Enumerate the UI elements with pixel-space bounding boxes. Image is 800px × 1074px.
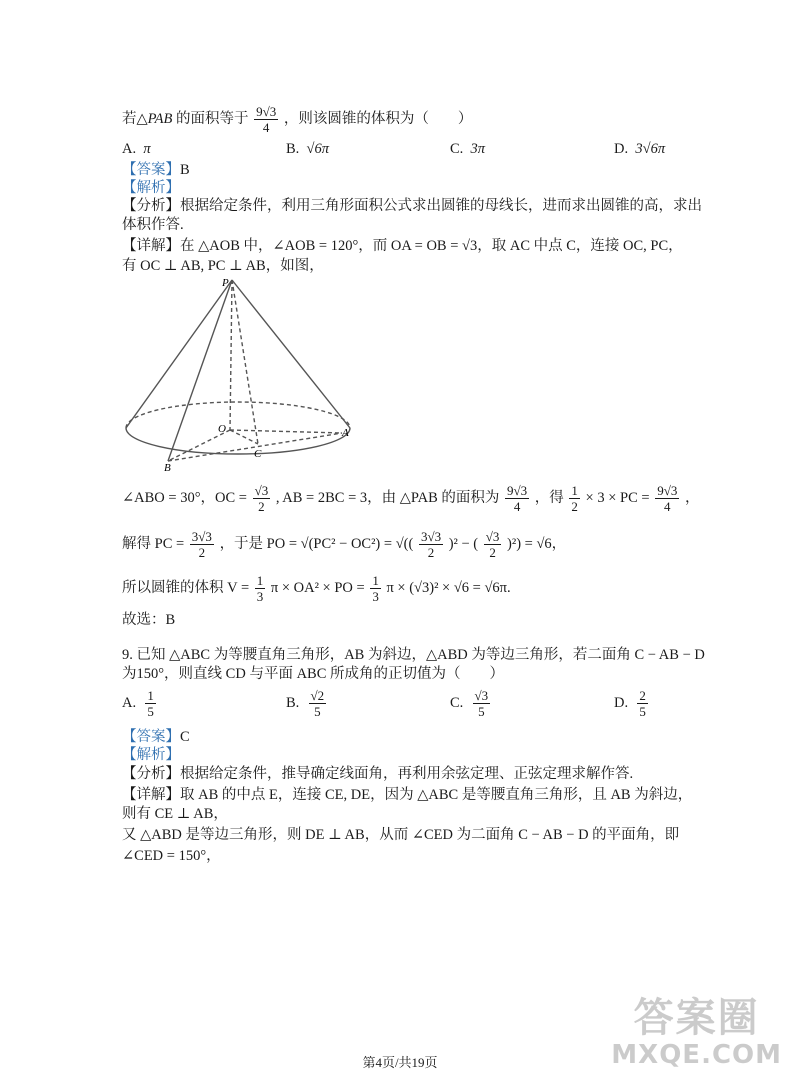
q8-calc-line3 bbox=[122, 568, 511, 608]
option-label: D. bbox=[614, 141, 629, 157]
q9-option-c[interactable] bbox=[450, 688, 492, 719]
watermark-bottom: MXQE.COM bbox=[611, 1040, 782, 1070]
calc-text: ∠ABO = 30°，OC = bbox=[122, 490, 251, 506]
option-text: π bbox=[143, 141, 151, 157]
fraction bbox=[253, 483, 271, 514]
q9-xiangjie-3: 又 △ABD 是等边三角形，则 DE ⊥ AB，从而 ∠CED 为二面角 C − AB − D 的平面角，即 bbox=[122, 827, 680, 843]
calc-text: ，于是 PO = √(PC² − OC²) = √(( bbox=[219, 536, 414, 552]
calc-text: π × (√3)² × √6 = √6π. bbox=[386, 580, 511, 596]
fenxi-tag: 【分析】 bbox=[122, 766, 180, 782]
q8-fenxi bbox=[122, 196, 702, 216]
fenxi-text: 根据给定条件，推导确定线面角，再利用余弦定理、正弦定理求解作答. bbox=[180, 766, 634, 782]
cone-base-back-arc bbox=[126, 402, 350, 428]
q8-xiangjie bbox=[122, 236, 683, 256]
edge-pc bbox=[232, 280, 258, 444]
option-fraction bbox=[145, 688, 156, 719]
label-a: A bbox=[342, 427, 349, 439]
option-label: A. bbox=[122, 694, 137, 711]
fraction-denominator: 2 bbox=[427, 545, 435, 561]
fraction-denominator: 5 bbox=[478, 704, 485, 719]
q9-xiangjie bbox=[122, 785, 692, 805]
q8-calc-line2 bbox=[122, 524, 566, 564]
label-b: B bbox=[164, 462, 171, 472]
fraction-denominator: 4 bbox=[513, 499, 521, 515]
option-label: D. bbox=[614, 694, 629, 711]
xiangjie-text: 在 △AOB 中，∠AOB = 120°，而 OA = OB = √3，取 AC 中点 C，连接 OC, PC， bbox=[180, 238, 683, 254]
calc-text: ， bbox=[684, 490, 700, 506]
q9-option-b[interactable] bbox=[286, 688, 328, 719]
q8-fenxi-2: 体积作答. bbox=[122, 217, 184, 233]
q8-stem-mid: 的面积等于 bbox=[172, 110, 249, 127]
label-p: P bbox=[222, 277, 229, 289]
q8-option-b[interactable] bbox=[286, 141, 329, 158]
fraction-denominator: 2 bbox=[489, 545, 496, 561]
fraction-numerator: 9√3 bbox=[507, 483, 528, 499]
fraction bbox=[190, 529, 214, 560]
fraction-denominator: 2 bbox=[198, 545, 206, 561]
fraction bbox=[370, 573, 381, 604]
q9-stem-line2: 为150°，则直线 CD 与平面 ABC 所成角的正切值为（ ） bbox=[122, 666, 505, 682]
label-c: C bbox=[254, 448, 262, 460]
fraction-denominator: 5 bbox=[639, 704, 646, 719]
xiangjie-tag: 【详解】 bbox=[122, 238, 180, 254]
q9-fenxi bbox=[122, 764, 633, 784]
fraction-denominator: 4 bbox=[262, 120, 270, 135]
q8-stem-pre: 若 bbox=[122, 110, 137, 127]
calc-text: )²) = √6， bbox=[507, 536, 567, 552]
option-text: 3π bbox=[470, 141, 486, 157]
calc-text: π × OA² × PO = bbox=[270, 580, 365, 596]
fraction bbox=[419, 529, 443, 560]
fraction-numerator: 9√3 bbox=[657, 483, 678, 499]
q8-option-c[interactable] bbox=[450, 141, 485, 158]
fraction-numerator: 9√3 bbox=[256, 104, 277, 119]
option-label: C. bbox=[450, 141, 464, 157]
calc-text: , AB = 2BC = 3，由 △PAB 的面积为 bbox=[275, 490, 500, 506]
fraction-numerator: 1 bbox=[372, 573, 379, 589]
fraction bbox=[484, 529, 502, 560]
calc-text: ，得 bbox=[534, 490, 564, 506]
q8-stem-post: ，则该圆锥的体积为（ ） bbox=[283, 110, 473, 127]
fraction-denominator: 5 bbox=[314, 704, 321, 719]
q8-stem bbox=[122, 104, 472, 135]
calc-text: 所以圆锥的体积 V = bbox=[122, 580, 250, 596]
q9-option-d[interactable] bbox=[614, 688, 650, 719]
fraction-numerator: 2 bbox=[639, 688, 646, 703]
q9-xiangjie-4: ∠CED = 150°， bbox=[122, 848, 221, 864]
option-label: B. bbox=[286, 141, 300, 157]
answer-tag: 【答案】 bbox=[122, 729, 180, 745]
fraction-numerator: √3 bbox=[254, 483, 269, 499]
fraction-denominator: 5 bbox=[147, 704, 154, 719]
fraction-denominator: 3 bbox=[372, 589, 379, 605]
segment-oa bbox=[230, 430, 342, 433]
q8-jiexi-tag: 【解析】 bbox=[122, 180, 180, 196]
q9-jiexi-tag: 【解析】 bbox=[122, 747, 180, 763]
fraction-numerator: 3√3 bbox=[191, 529, 212, 545]
fraction-denominator: 2 bbox=[571, 499, 578, 515]
fraction-numerator: 1 bbox=[256, 573, 264, 589]
xiangjie-tag: 【详解】 bbox=[122, 787, 180, 803]
fenxi-text: 根据给定条件，利用三角形面积公式求出圆锥的母线长，进而求出圆锥的高，求出 bbox=[180, 198, 702, 214]
option-fraction bbox=[637, 688, 648, 719]
q9-option-a[interactable] bbox=[122, 688, 158, 719]
label-o: O bbox=[218, 423, 226, 435]
fraction-denominator: 2 bbox=[258, 499, 265, 515]
option-label: C. bbox=[450, 694, 464, 711]
fraction-numerator: 1 bbox=[147, 688, 154, 703]
fraction bbox=[505, 483, 529, 514]
option-text: √6π bbox=[306, 141, 330, 157]
calc-text: 解得 PC = bbox=[122, 536, 185, 552]
fraction bbox=[569, 483, 580, 514]
q8-option-d[interactable] bbox=[614, 141, 665, 158]
q9-answer bbox=[122, 727, 190, 747]
answer-tag: 【答案】 bbox=[122, 162, 180, 178]
fraction-numerator: 3√3 bbox=[420, 529, 442, 545]
option-text: 3√6π bbox=[635, 141, 666, 157]
q9-stem-line1: 9. 已知 △ABC 为等腰直角三角形，AB 为斜边，△ABD 为等边三角形，若二面角 C − AB − D bbox=[122, 647, 705, 663]
generatrix-right bbox=[232, 280, 350, 428]
fraction-numerator: √2 bbox=[310, 688, 325, 703]
answer-value: B bbox=[180, 162, 190, 178]
option-fraction bbox=[473, 688, 491, 719]
option-fraction bbox=[309, 688, 327, 719]
calc-text: )² − ( bbox=[448, 536, 479, 552]
calc-text: × 3 × PC = bbox=[585, 490, 650, 506]
fraction-numerator: √3 bbox=[485, 529, 500, 545]
q9-xiangjie-2: 则有 CE ⊥ AB， bbox=[122, 806, 228, 822]
cone-figure bbox=[118, 276, 368, 472]
q8-stem-fraction bbox=[254, 104, 278, 135]
q8-option-a[interactable] bbox=[122, 141, 151, 158]
q8-answer bbox=[122, 160, 190, 180]
q8-stem-triangle: △PAB bbox=[136, 110, 173, 127]
fraction bbox=[655, 483, 679, 514]
page-footer: 第4页/共19页 bbox=[362, 1055, 438, 1070]
q8-xiangjie-2: 有 OC ⊥ AB, PC ⊥ AB，如图， bbox=[122, 258, 324, 274]
fraction bbox=[255, 573, 266, 604]
option-label: B. bbox=[286, 694, 300, 711]
fraction-denominator: 4 bbox=[664, 499, 671, 515]
watermark-top: 答案圈 bbox=[633, 995, 760, 1041]
answer-value: C bbox=[180, 729, 190, 745]
option-label: A. bbox=[122, 141, 137, 157]
fraction-numerator: 1 bbox=[571, 483, 578, 499]
q8-choose: 故选：B bbox=[122, 612, 176, 628]
segment-oc bbox=[230, 430, 258, 444]
fraction-numerator: √3 bbox=[474, 688, 489, 703]
q8-calc-line1 bbox=[122, 478, 699, 518]
xiangjie-text: 取 AB 的中点 E，连接 CE, DE，因为 △ABC 是等腰直角三角形，且 AB 为斜边， bbox=[180, 787, 693, 803]
fraction-denominator: 3 bbox=[256, 589, 264, 605]
fenxi-tag: 【分析】 bbox=[122, 198, 180, 214]
height-po bbox=[230, 280, 232, 430]
